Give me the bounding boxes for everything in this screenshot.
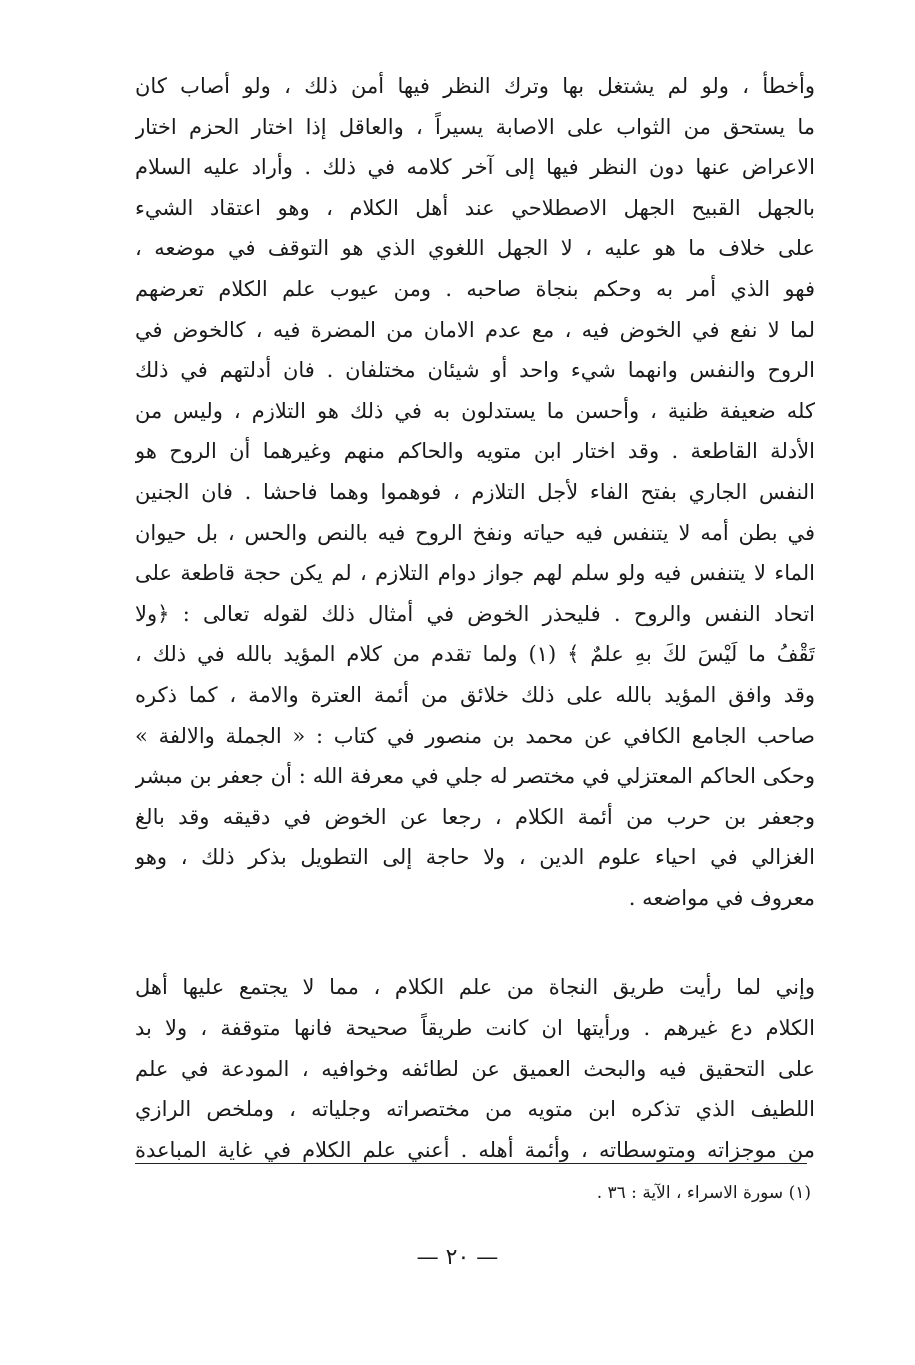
text-line: ما يستحق من الثواب على الاصابة يسيراً ، والعاقل إذا اختار الحزم اختار <box>135 114 815 139</box>
text-line: الكلام دع غيرهم . ورأيتها ان كانت طريقاً صحيحة فانها متوقفة ، ولا بد <box>135 1016 815 1041</box>
text-line: الروح والنفس وانهما شيء واحد أو شيئان مختلفان . فان أدلتهم في ذلك <box>135 358 815 383</box>
text-line: الغزالي في احياء علوم الدين ، ولا حاجة إلى التطويل بذكر ذلك ، وهو <box>135 845 815 870</box>
text-line: فهو الذي أمر به وحكم بنجاة صاحبه . ومن عيوب علم الكلام تعرضهم <box>135 276 815 301</box>
footnote: (١) سورة الاسراء ، الآية : ٣٦ . <box>596 1183 811 1203</box>
text-line: لما لا نفع في الخوض فيه ، مع عدم الامان من المضرة فيه ، كالخوض في <box>135 317 815 342</box>
text-line: الأدلة القاطعة . وقد اختار ابن متويه والحاكم منهم وغيرهما أن الروح هو <box>135 439 815 464</box>
text-line: على التحقيق فيه والبحث العميق عن لطائفه وخوافيه ، المودعة في علم <box>135 1056 815 1081</box>
text-line: في بطن أمه لا يتنفس فيه حياته ونفخ الروح فيه بالنص والحس ، بل حيوان <box>135 520 815 545</box>
text-line: وجعفر بن حرب من أئمة الكلام ، رجعا عن الخوض في دقيقه وقد بالغ <box>135 804 815 829</box>
text-line: الماء لا يتنفس فيه ولو سلم لهم جواز دوام التلازم ، لم يكن حجة قاطعة على <box>135 561 815 586</box>
text-line: صاحب الجامع الكافي عن محمد بن منصور في كتاب : « الجملة والالفة » <box>135 723 815 748</box>
text-line: معروف في مواضعه . <box>628 885 815 910</box>
text-line: من موجزاته ومتوسطاته ، وأئمة أهله . أعني علم الكلام في غاية المباعدة <box>135 1137 815 1162</box>
text-line: النفس الجاري بفتح الفاء لأجل التلازم ، فوهموا وهما فاحشا . فان الجنين <box>135 479 815 504</box>
paragraph-2 <box>135 967 815 1170</box>
text-line: الاعراض عنها دون النظر فيها إلى آخر كلامه في ذلك . وأراد عليه السلام <box>135 155 815 180</box>
page-body <box>135 66 815 1170</box>
quran-quote-line: تَقْفُ ما لَيْسَ لكَ بهِ علمٌ ﴾ (١) ولما تقدم من كلام المؤيد بالله في ذلك ، <box>135 642 815 667</box>
text-line: وأخطأ ، ولو لم يشتغل بها وترك النظر فيها أمن ذلك ، ولو أصاب كان <box>135 74 815 98</box>
text-line: وقد وافق المؤيد بالله على ذلك خلائق من أئمة العترة والامة ، كما ذكره <box>135 682 815 707</box>
footnote-divider <box>135 1163 807 1164</box>
text-line: اللطيف الذي تذكره ابن متويه من مختصراته وجلياته ، وملخص الرازي <box>135 1097 815 1122</box>
text-line: وإني لما رأيت طريق النجاة من علم الكلام ، مما لا يجتمع عليها أهل <box>135 975 815 1000</box>
text-line: وحكى الحاكم المعتزلي في مختصر له جلي في معرفة الله : أن جعفر بن مبشر <box>135 764 815 789</box>
text-line: بالجهل القبيح الجهل الاصطلاحي عند أهل الكلام ، وهو اعتقاد الشيء <box>135 195 815 220</box>
text-line: اتحاد النفس والروح . فليحذر الخوض في أمثال ذلك لقوله تعالى : ﴿ولا <box>135 601 815 626</box>
paragraph-1 <box>135 66 815 918</box>
page-number: — ٢٠ — <box>416 1245 499 1270</box>
text-line: كله ضعيفة ظنية ، وأحسن ما يستدلون به في ذلك هو التلازم ، وليس من <box>135 398 815 423</box>
text-line: على خلاف ما هو عليه ، لا الجهل اللغوي الذي هو التوقف في موضعه ، <box>135 236 815 261</box>
